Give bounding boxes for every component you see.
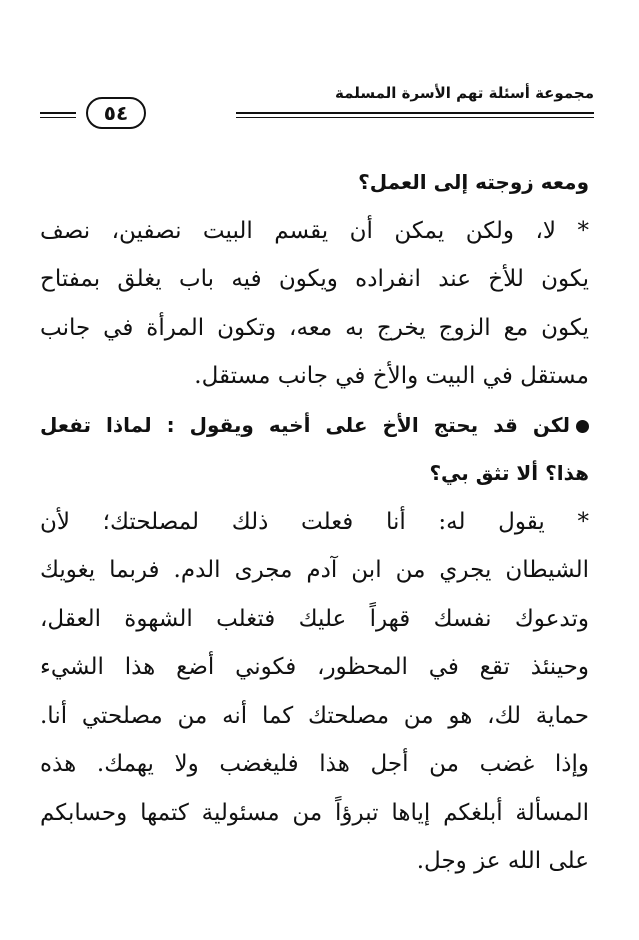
answer-line: على الله عز وجل. [416, 848, 589, 874]
answer-line: الشيطان يجري من ابن آدم مجرى الدم. فربما يغويك [40, 557, 589, 583]
answer-line: يكون مع الزوج يخرج به معه، وتكون المرأة في جانب [40, 314, 589, 341]
answer-line: حماية لك، هو من مصلحتك كما أنه من مصلحتي أنا. [40, 702, 589, 729]
question-line: ومعه زوجته إلى العمل؟ [358, 170, 589, 194]
bullet-icon [576, 420, 589, 433]
answer-line: مستقل في البيت والأخ في جانب مستقل. [194, 363, 589, 389]
question-text: لكن قد يحتج الأخ على أخيه ويقول : لماذا تفعل [40, 412, 570, 437]
header-rule [40, 112, 76, 114]
answer-line: وتدعوك نفسك قهراً عليك فتغلب الشهوة العقل، [40, 605, 589, 632]
answer-line: وإذا غضب من أجل هذا فليغضب ولا يهمك. هذه [40, 751, 589, 777]
page-number: ٥٤ [86, 97, 146, 129]
question-line: هذا؟ ألا تثق بي؟ [429, 461, 589, 485]
page-header [40, 80, 594, 140]
header-rule [236, 112, 594, 114]
answer-line: * لا، ولكن يمكن أن يقسم البيت نصفين، نصف [40, 217, 589, 244]
page-body [40, 158, 589, 886]
question-line [40, 401, 589, 450]
header-rule [236, 117, 594, 118]
answer-line: المسألة أبلغكم إياها تبرؤاً من مسئولية كتمها وحسابكم [40, 799, 589, 826]
answer-line: يكون للأخ عند انفراده ويكون فيه باب يغلق بمفتاح [40, 266, 589, 292]
answer-line: وحينئذ تقع في المحظور، فكوني أضع هذا الشيء [40, 654, 589, 680]
header-rule [40, 117, 76, 118]
answer-line: * يقول له: أنا فعلت ذلك لمصلحتك؛ لأن [40, 508, 589, 535]
running-title: مجموعة أسئلة تهم الأسرة المسلمة [335, 84, 594, 102]
